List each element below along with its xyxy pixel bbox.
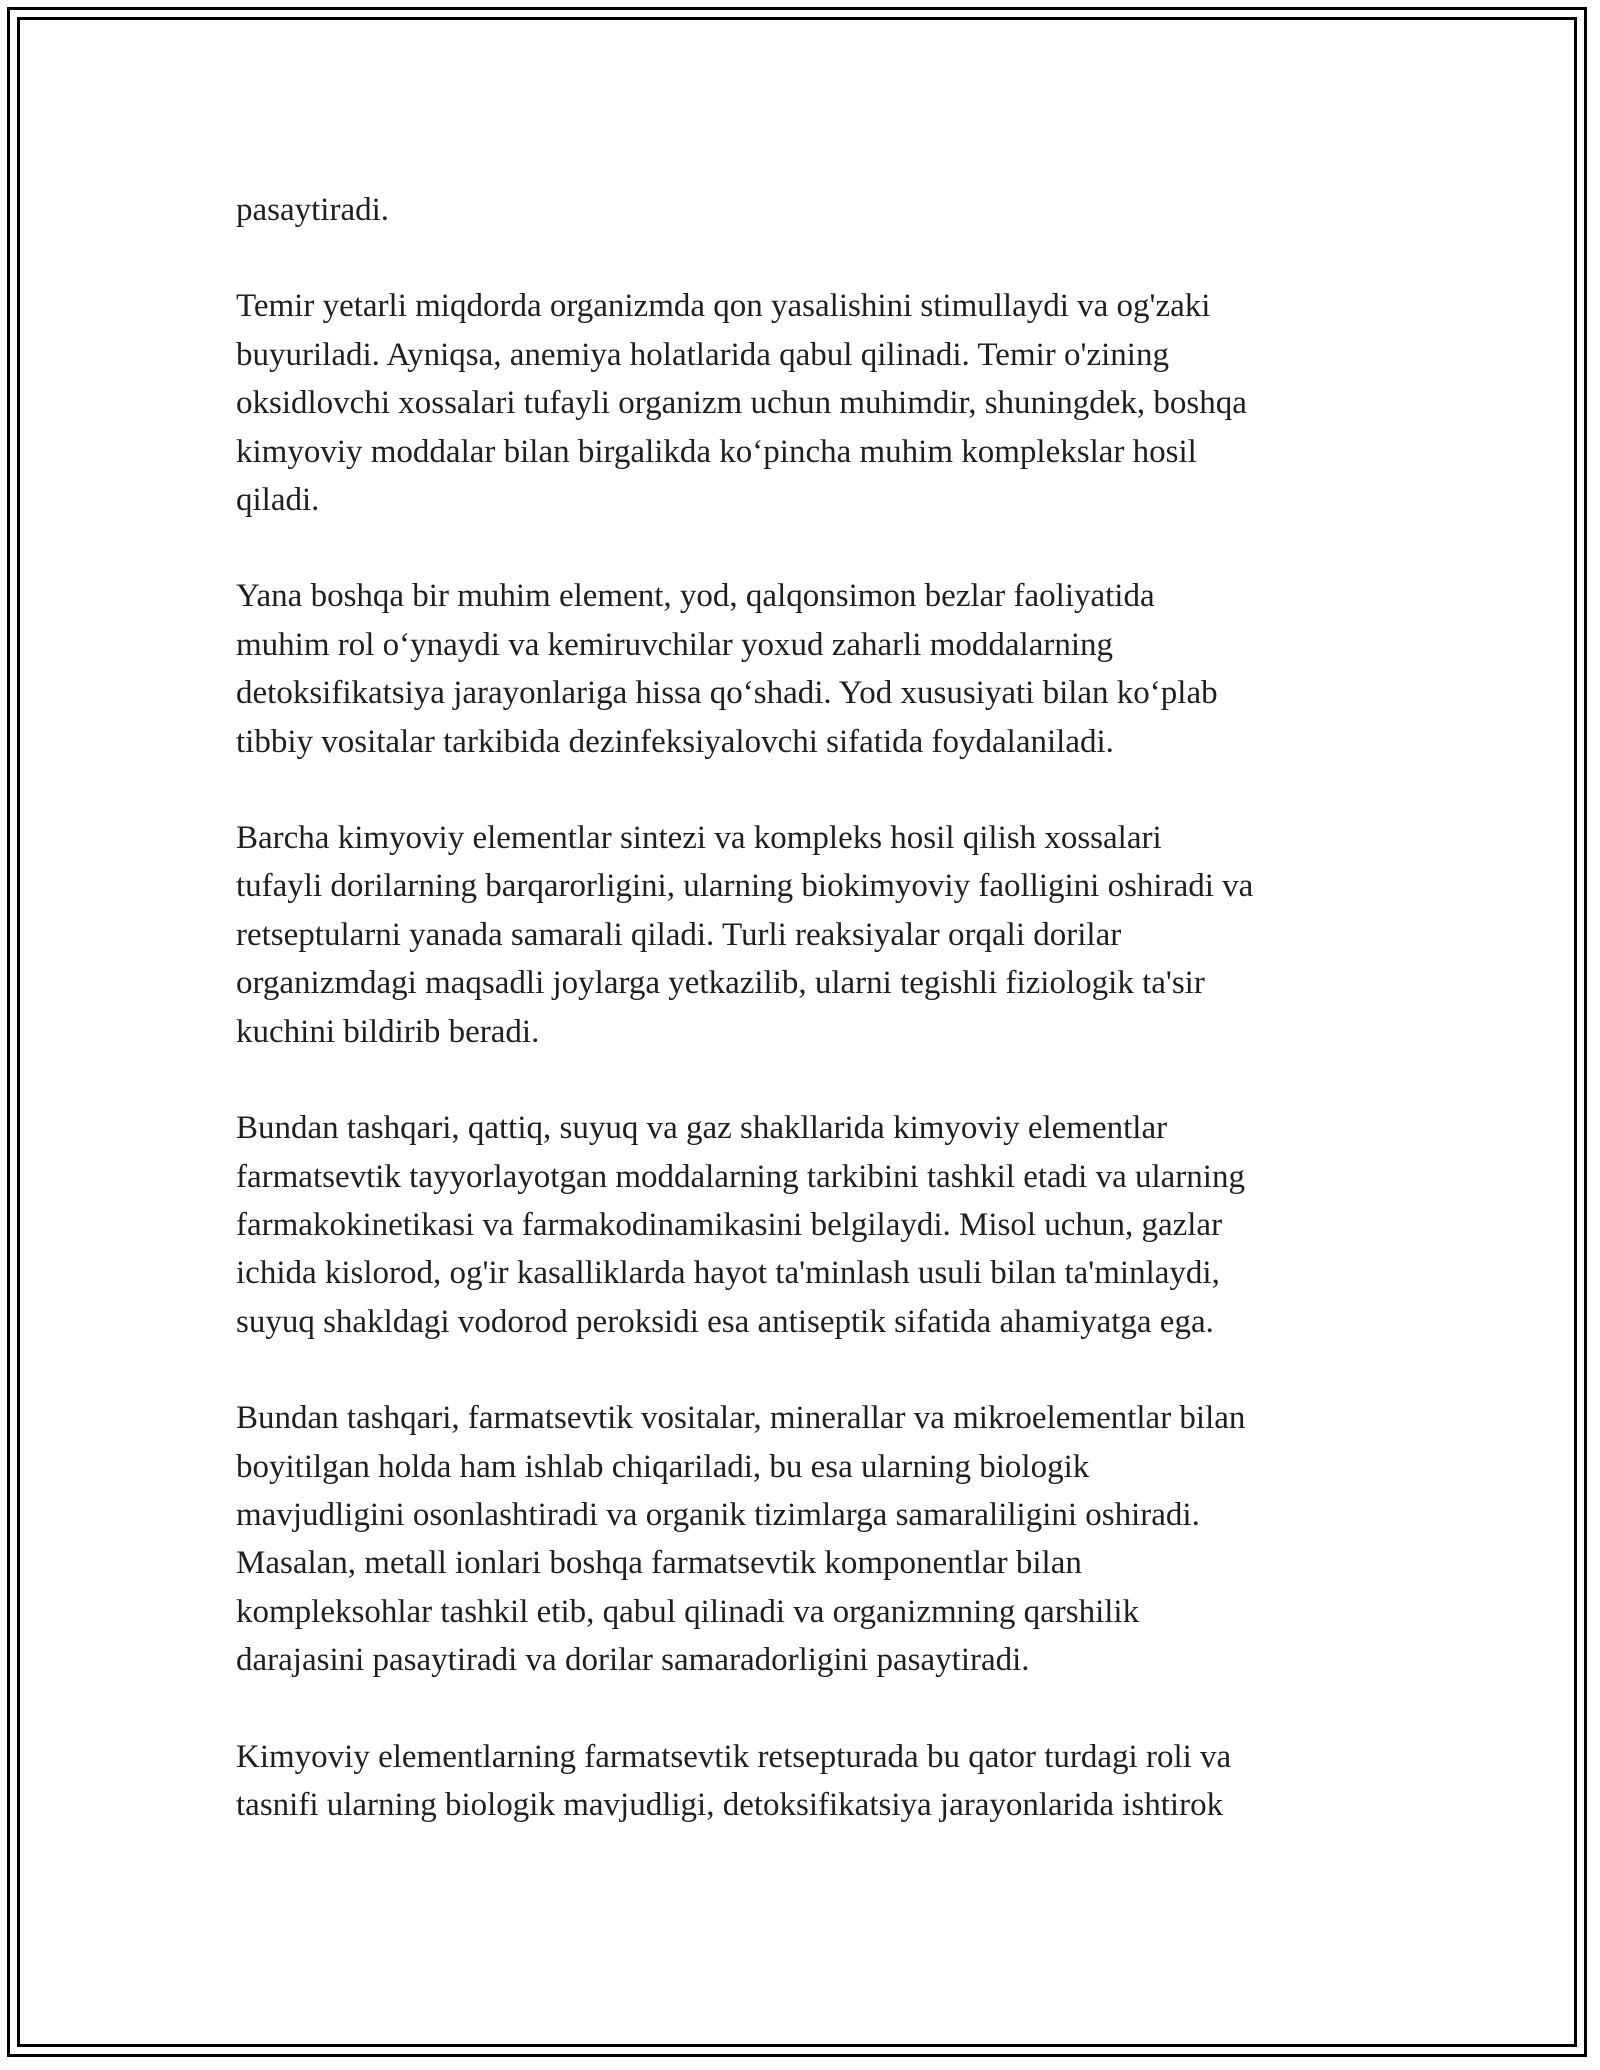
text-line: tasnifi ularning biologik mavjudligi, detoksifikatsiya jarayonlarida ishtirok [236, 1786, 1224, 1823]
text-line: buyuriladi. Ayniqsa, anemiya holatlarida qabul qilinadi. Temir o'zining [236, 336, 1169, 373]
document-body [236, 186, 1396, 1877]
paragraph [236, 1733, 1396, 1830]
text-line: oksidlovchi xossalari tufayli organizm uchun muhimdir, shuningdek, boshqa [236, 385, 1247, 422]
text-line: kuchini bildirib beradi. [236, 1013, 540, 1050]
text-line: Bundan tashqari, farmatsevtik vositalar, minerallar va mikroelementlar bilan [236, 1400, 1246, 1437]
text-line: retseptularni yanada samarali qiladi. Turli reaksiyalar orqali dorilar [236, 916, 1122, 953]
paragraph [236, 572, 1396, 766]
text-line: Masalan, metall ionlari boshqa farmatsevtik komponentlar bilan [236, 1545, 1082, 1582]
text-line: Yana boshqa bir muhim element, yod, qalqonsimon bezlar faoliyatida [236, 578, 1155, 615]
text-line: organizmdagi maqsadli joylarga yetkazilib, ularni tegishli fiziologik ta'sir [236, 965, 1205, 1002]
text-line: mavjudligini osonlashtiradi va organik tizimlarga samaraliligini oshiradi. [236, 1496, 1200, 1533]
text-line: tufayli dorilarning barqarorligini, ularning biokimyoviy faolligini oshiradi va [236, 868, 1254, 905]
text-line: kimyoviy moddalar bilan birgalikda ko‘pincha muhim komplekslar hosil [236, 433, 1197, 470]
text-line: suyuq shakldagi vodorod peroksidi esa antiseptik sifatida ahamiyatga ega. [236, 1303, 1214, 1340]
text-line: kompleksohlar tashkil etib, qabul qilinadi va organizmning qarshilik [236, 1593, 1140, 1630]
text-line: pasaytiradi. [236, 192, 390, 228]
paragraph [236, 282, 1396, 524]
text-line: ichida kislorod, og'ir kasalliklarda hayot ta'minlash usuli bilan ta'minlaydi, [236, 1255, 1220, 1292]
text-line: Temir yetarli miqdorda organizmda qon yasalishini stimullaydi va og'zaki [236, 288, 1211, 325]
text-line: muhim rol o‘ynaydi va kemiruvchilar yoxud zaharli moddalarning [236, 626, 1114, 663]
text-line: Kimyoviy elementlarning farmatsevtik retsepturada bu qator turdagi roli va [236, 1738, 1232, 1775]
paragraph [236, 1394, 1396, 1684]
text-line: qiladi. [236, 482, 320, 519]
paragraph [236, 1104, 1396, 1346]
paragraph [236, 186, 1396, 234]
text-line: farmatsevtik tayyorlayotgan moddalarning tarkibini tashkil etadi va ularning [236, 1158, 1245, 1195]
text-line: boyitilgan holda ham ishlab chiqariladi, bu esa ularning biologik [236, 1448, 1090, 1485]
text-line: darajasini pasaytiradi va dorilar samaradorligini pasaytiradi. [236, 1642, 1030, 1679]
text-line: tibbiy vositalar tarkibida dezinfeksiyalovchi sifatida foydalaniladi. [236, 723, 1114, 760]
text-line: Barcha kimyoviy elementlar sintezi va kompleks hosil qilish xossalari [236, 820, 1162, 857]
paragraph [236, 814, 1396, 1056]
text-line: farmakokinetikasi va farmakodinamikasini belgilaydi. Misol uchun, gazlar [236, 1206, 1223, 1243]
text-line: Bundan tashqari, qattiq, suyuq va gaz shakllarida kimyoviy elementlar [236, 1110, 1168, 1147]
text-line: detoksifikatsiya jarayonlariga hissa qo‘shadi. Yod xususiyati bilan ko‘plab [236, 675, 1218, 712]
